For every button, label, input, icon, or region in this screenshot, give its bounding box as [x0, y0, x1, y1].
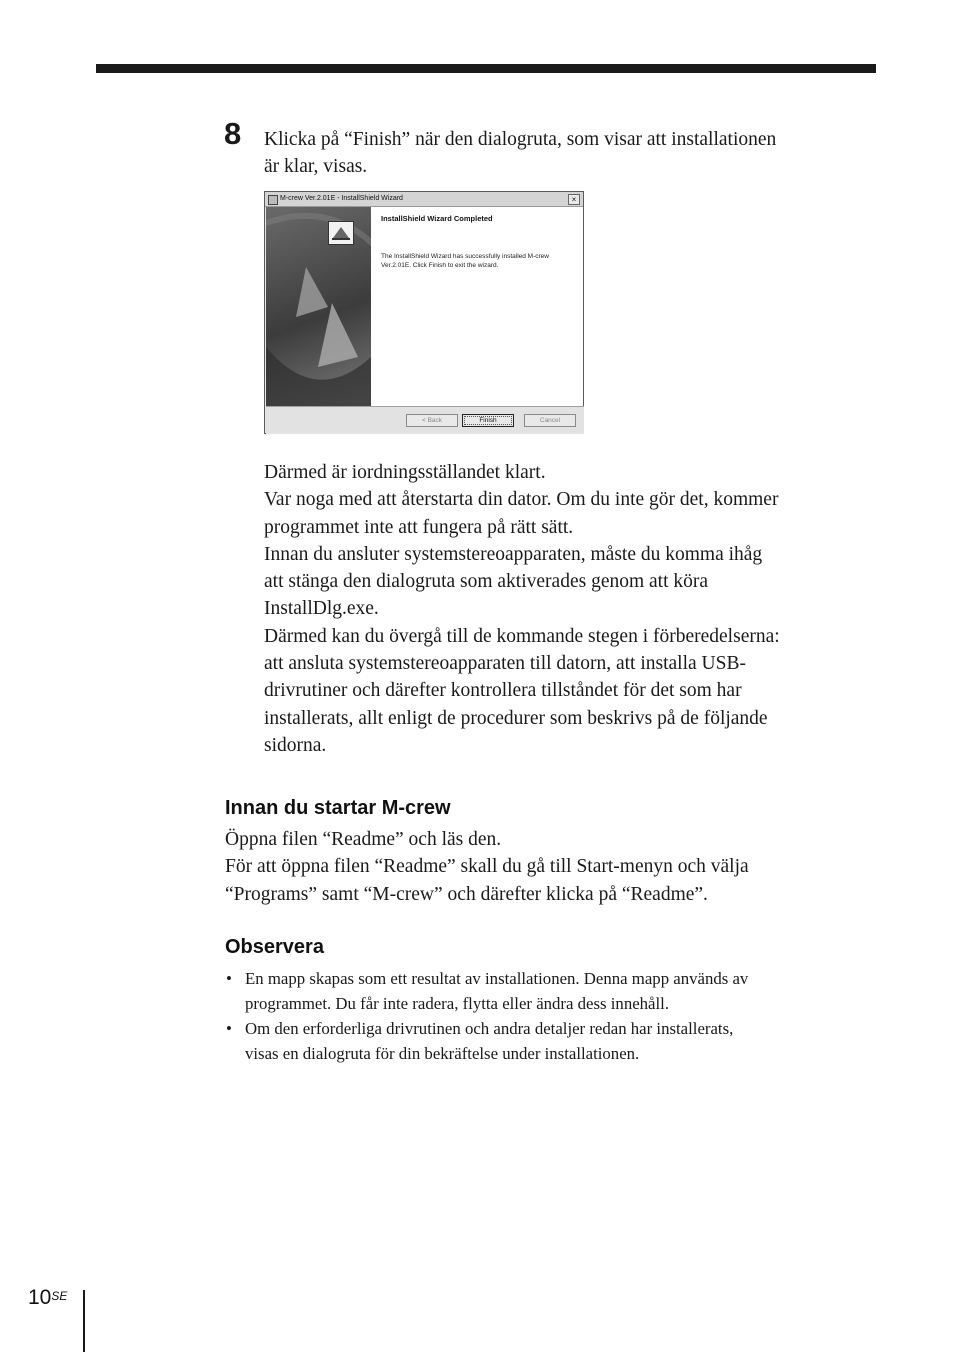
- result-line: Därmed kan du övergå till de kommande stegen i förberedelserna:: [264, 625, 780, 647]
- page-number-value: 10: [28, 1286, 52, 1309]
- dialog-message-line: Ver.2.01E. Click Finish to exit the wizard.: [381, 261, 499, 269]
- result-line: att stänga den dialogruta som aktiverades genom att köra: [264, 571, 709, 593]
- dialog-heading: InstallShield Wizard Completed: [381, 214, 493, 223]
- section-start-line: Öppna filen “Readme” och läs den.: [225, 829, 502, 850]
- installshield-logo-icon: [328, 221, 354, 245]
- list-item-line: programmet. Du får inte radera, flytta eller ändra dess innehåll.: [245, 994, 670, 1013]
- dialog-content: [371, 207, 583, 406]
- result-line: att ansluta systemstereoapparaten till datorn, att installa USB-: [264, 653, 746, 675]
- installer-app-icon: [268, 195, 278, 205]
- result-line: drivrutiner och därefter kontrollera tillståndet för det som har: [264, 680, 742, 702]
- dialog-title: M-crew Ver.2.01E - InstallShield Wizard: [280, 195, 403, 202]
- result-line: InstallDlg.exe.: [264, 598, 379, 620]
- section-start-text: [225, 826, 876, 908]
- list-item-line: • En mapp skapas som ett resultat av installationen. Denna mapp används av: [245, 969, 749, 988]
- installshield-dialog-screenshot: [264, 191, 584, 434]
- back-button[interactable]: < Back: [406, 414, 458, 427]
- close-icon[interactable]: ×: [568, 194, 580, 205]
- list-item-line: • Om den erforderliga drivrutinen och andra detaljer redan har installerats,: [245, 1019, 734, 1038]
- section-start-line: För att öppna filen “Readme” skall du gå till Start-menyn och välja: [225, 856, 749, 878]
- banner-artwork: [266, 207, 371, 406]
- dialog-message: [381, 253, 566, 270]
- footer-rule: [83, 1290, 85, 1352]
- step-line: är klar, visas.: [264, 156, 368, 178]
- step-number: 8: [224, 116, 242, 151]
- header-rule: [96, 64, 876, 73]
- result-line: sidorna.: [264, 734, 327, 756]
- section-start-line: “Programs” samt “M-crew” och därefter klicka på “Readme”.: [225, 883, 708, 905]
- result-line: Innan du ansluter systemstereoapparaten, måste du komma ihåg: [264, 543, 763, 565]
- result-paragraph: [264, 459, 876, 759]
- step-instruction: [264, 126, 876, 181]
- wizard-side-banner: [266, 207, 371, 406]
- section-heading-start: Innan du startar M-crew: [225, 797, 451, 819]
- result-line: installerats, allt enligt de procedurer som beskrivs på de följande: [264, 707, 768, 729]
- section-heading-notes: Observera: [225, 936, 324, 958]
- list-item-line: visas en dialogruta för din bekräftelse under installationen.: [245, 1044, 640, 1063]
- notes-list: [225, 966, 876, 1066]
- page-number-suffix: SE: [51, 1289, 68, 1303]
- result-line: programmet inte att fungera på rätt sätt.: [264, 516, 574, 538]
- list-item: [225, 966, 876, 1016]
- result-line: Var noga med att återstarta din dator. Om du inte gör det, kommer: [264, 489, 779, 511]
- list-item: [225, 1016, 876, 1066]
- dialog-message-line: The InstallShield Wizard has successfully installed M-crew: [381, 253, 549, 260]
- result-line: Därmed är iordningsställandet klart.: [264, 462, 546, 483]
- logo-artwork: [329, 222, 353, 244]
- page-number: [28, 1285, 67, 1311]
- dialog-titlebar: [265, 192, 583, 207]
- cancel-button[interactable]: Cancel: [524, 414, 576, 427]
- dialog-button-bar: [266, 406, 584, 434]
- step-line: Klicka på “Finish” när den dialogruta, som visar att installationen: [264, 129, 777, 150]
- finish-button[interactable]: Finish: [462, 414, 514, 427]
